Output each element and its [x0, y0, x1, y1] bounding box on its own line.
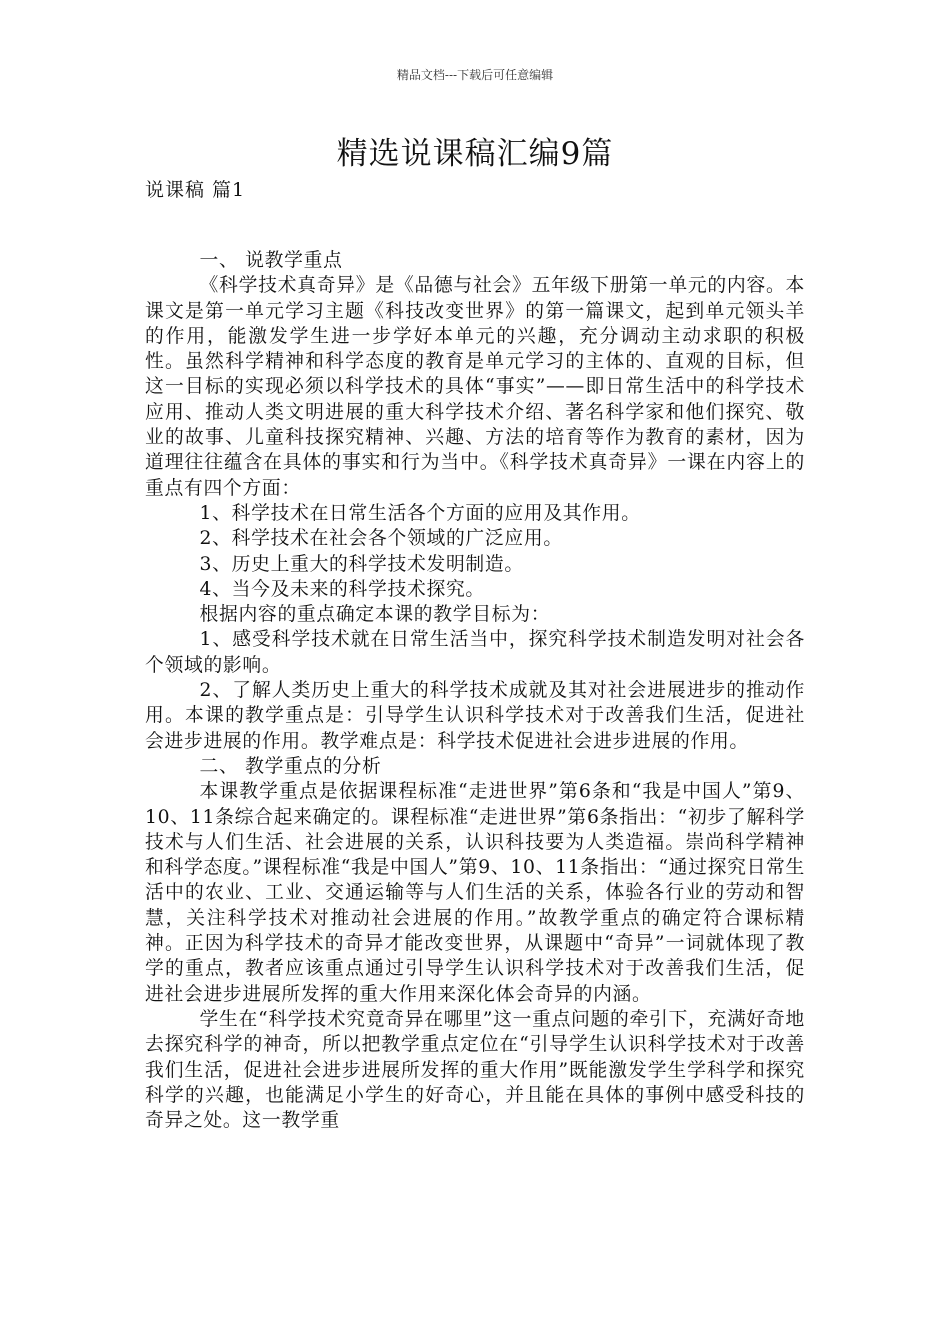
list-item: 1、科学技术在日常生活各个方面的应用及其作用。	[199, 502, 641, 524]
section-heading: 二、 教学重点的分析	[199, 755, 382, 777]
paragraph: 《科学技术真奇异》是《品德与社会》五年级下册第一单元的内容。本课文是第一单元学习主题《科技改变世界》的第一篇课文，起到单元领头羊的作用，能激发学生进一步学好本单元的兴趣，充分调动主动求职的积极性。虽然科学精神和科学态度的教育是单元学习的主体的、直观的目标，但这一目标的实现必须以科学技术的具体“事实”——即日常生活中的科学技术应用、推动人类文明进展的重大科学技术介绍、著名科学家和他们探究、敬业的故事、儿童科技探究精神、兴趣、方法的培育等作为教育的素材，因为道理往往蕴含在具体的事实和行为当中。《科学技术真奇异》一课在内容上的重点有四个方面：	[145, 275, 805, 499]
list-item: 2、科学技术在社会各个领域的广泛应用。	[199, 528, 563, 550]
header-watermark: 精品文档---下载后可任意编辑	[396, 68, 554, 82]
list-item: 4、当今及未来的科学技术探究。	[199, 578, 485, 600]
section-heading: 一、 说教学重点	[199, 250, 343, 271]
list-item: 1、感受科学技术就在日常生活当中，探究科学技术制造发明对社会各个领域的影响。	[145, 629, 805, 676]
paragraph: 学生在“科学技术究竟奇异在哪里”这一重点问题的牵引下，充满好奇地去探究科学的神奇，所以把教学重点定位在“引导学生认识科学技术对于改善我们生活，促进社会进步进展所发挥的重大作用”既能激发学生学科学和探究科学的兴趣，也能满足小学生的好奇心，并且能在具体的事例中感受科技的奇异之处。这一教学重	[145, 1008, 805, 1132]
section-subtitle: 说课稿 篇1	[145, 179, 246, 201]
document-title: 精选说课稿汇编9篇	[336, 136, 614, 172]
list-item: 2、了解人类历史上重大的科学技术成就及其对社会进展进步的推动作用。本课的教学重点是：引导学生认识科学技术对于改善我们生活，促进社会进步进展的作用。教学难点是：科学技术促进社会进步进展的作用。	[145, 680, 805, 752]
document-body	[145, 248, 805, 1133]
paragraph: 本课教学重点是依据课程标准“走进世界”第6条和“我是中国人”第9、10、11条综合起来确定的。课程标准“走进世界”第6条指出：“初步了解科学技术与人们生活、社会进展的关系，认识科技要为人类造福。崇尚科学精神和科学态度。”课程标准“我是中国人”第9、10、11条指出：“通过探究日常生活中的农业、工业、交通运输等与人们生活的关系，体验各行业的劳动和智慧，关注科学技术对推动社会进展的作用。”故教学重点的确定符合课标精神。正因为科学技术的奇异才能改变世界，从课题中“奇异”一词就体现了教学的重点，教者应该重点通过引导学生认识科学技术对于改善我们生活，促进社会进步进展所发挥的重大作用来深化体会奇异的内涵。	[145, 781, 806, 1005]
list-item: 3、历史上重大的科学技术发明制造。	[199, 553, 524, 575]
paragraph: 根据内容的重点确定本课的教学目标为：	[199, 604, 551, 626]
